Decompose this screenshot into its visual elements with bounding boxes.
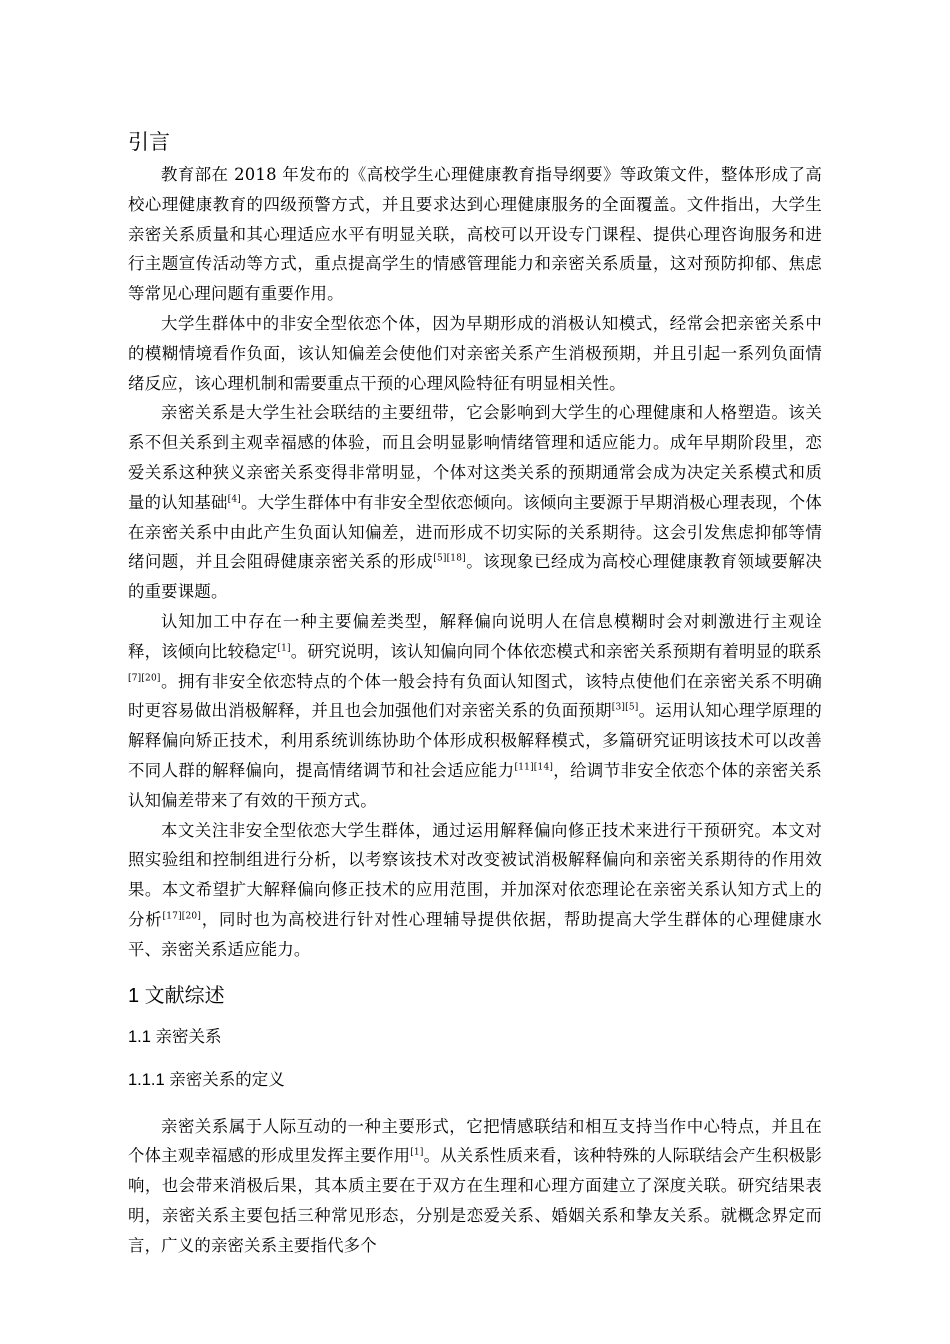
body-paragraph (128, 160, 822, 309)
paragraph-text: 本文关注非安全型依恋大学生群体，通过运用解释偏向修正技术来进行干预研究。本文对照实验组和控制组进行分析，以考察该技术对改变被试消极解释偏向和亲密关系期待的作用效果。本文希望扩大解释偏向修正技术的应用范围，并加深对依恋理论在亲密关系认知方式上的分析 (128, 820, 822, 929)
paragraph-text: 大学生群体中的非安全型依恋个体，因为早期形成的消极认知模式，经常会把亲密关系中的模糊情境看作负面，该认知偏差会使他们对亲密关系产生消极预期，并且引起一系列负面情绪反应，该心理机制和需要重点干预的心理风险特征有明显相关性。 (128, 313, 822, 393)
paragraph-text: 亲密关系属于人际互动的一种主要形式，它把情感联结和相互支持当作中心特点，并且在个体主观幸福感的形成里发挥主要作用 (128, 1116, 822, 1166)
citation-ref: [1] (410, 1147, 424, 1158)
heading-spacer (128, 1092, 822, 1112)
paragraph-text: 亲密关系是大学生社会联结的主要纽带，它会影响到大学生的心理健康和人格塑造。该关系不但关系到主观幸福感的体验，而且会明显影响情绪管理和适应能力。成年早期阶段里，恋爱关系这种狭义亲密关系变得非常明显，个体对这类关系的预期通常会成为决定关系模式和质量的认知基础 (128, 403, 822, 512)
body-paragraph (128, 309, 822, 398)
section-heading: 1 文献综述 (128, 984, 225, 1007)
body-paragraph (128, 607, 822, 816)
citation-ref: [17][20] (162, 911, 202, 922)
body-paragraph (128, 398, 822, 607)
intro-heading: 引言 (128, 131, 170, 154)
citation-ref: [4] (227, 494, 241, 505)
section-paragraphs (128, 1112, 822, 1261)
paragraph-text: ，给调节非安全依恋个体的亲密关系认知偏差带来了有效的干预方式。 (128, 760, 822, 810)
body-paragraph (128, 816, 822, 965)
paragraph-text: 教育部在 2018 年发布的《高校学生心理健康教育指导纲要》等政策文件，整体形成了高校心理健康教育的四级预警方式，并且要求达到心理健康服务的全面覆盖。文件指出，大学生亲密关系质量和其心理适应水平有明显关联，高校可以开设专门课程、提供心理咨询服务和进行主题宣传活动等方式，重点提高学生的情感管理能力和亲密关系质量，这对预防抑郁、焦虑等常见心理问题有重要作用。 (128, 165, 822, 304)
paragraph-text: 。运用认知心理学原理的解释偏向矫正技术，利用系统训练协助个体形成积极解释模式，多篇研究证明该技术可以改善不同人群的解释偏向，提高情绪调节和社会适应能力 (128, 701, 822, 780)
paragraph-text: 。该现象已经成为高校心理健康教育领域要解决的重要课题。 (128, 552, 822, 602)
paragraph-text: 。拥有非安全依恋特点的个体一般会持有负面认知图式，该特点使他们在亲密关系不明确时更容易做出消极解释，并且也会加强他们对亲密关系的负面预期 (128, 671, 822, 721)
citation-ref: [5][18] (433, 553, 466, 564)
citation-ref: [3][5] (611, 702, 639, 713)
paragraph-text: 。研究说明，该认知偏向同个体依恋模式和亲密关系预期有着明显的联系 (290, 641, 822, 661)
citation-ref: [7][20] (128, 673, 161, 684)
citation-ref: [11][14] (514, 762, 554, 773)
citation-ref: [1] (277, 643, 291, 654)
intro-paragraphs (128, 160, 822, 965)
paragraph-text: 。大学生群体中有非安全型依恋倾向。该倾向主要源于早期消极心理表现，个体在亲密关系中由此产生负面认知偏差，进而形成不切实际的关系期待。这会引发焦虑抑郁等情绪问题，并且会阻碍健康亲密关系的形成 (128, 492, 822, 572)
paragraph-text: 认知加工中存在一种主要偏差类型，解释偏向说明人在信息模糊时会对刺激进行主观诠释，该倾向比较稳定 (128, 611, 822, 661)
paragraph-text: 。从关系性质来看，该种特殊的人际联结会产生积极影响，也会带来消极后果，其本质主要在于双方在生理和心理方面建立了深度关联。研究结果表明，亲密关系主要包括三种常见形态，分别是恋爱关系、婚姻关系和挚友关系。就概念界定而言，广义的亲密关系主要指代多个 (128, 1146, 822, 1255)
subsubsection-heading: 1.1.1 亲密关系的定义 (128, 1070, 285, 1089)
subsection-heading: 1.1 亲密关系 (128, 1027, 222, 1046)
document-body (128, 128, 822, 1261)
body-paragraph (128, 1112, 822, 1261)
paragraph-text: ，同时也为高校进行针对性心理辅导提供依据，帮助提高大学生群体的心理健康水平、亲密关系适应能力。 (128, 909, 822, 959)
